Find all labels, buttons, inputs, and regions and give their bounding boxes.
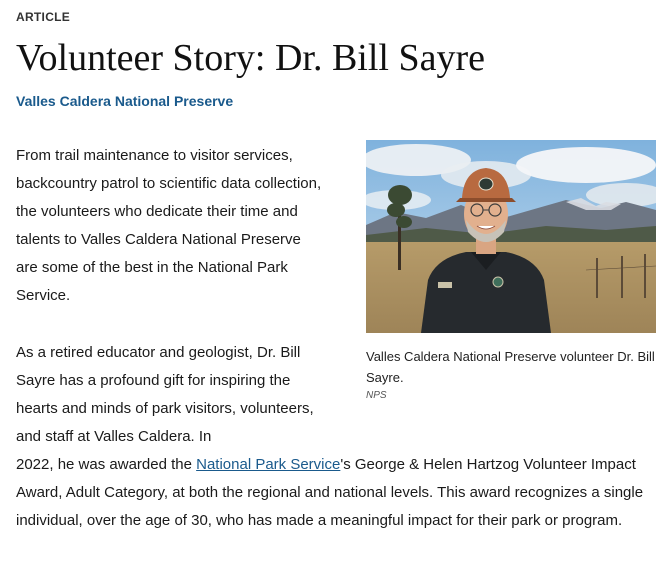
park-name-link[interactable]: Valles Caldera National Preserve — [16, 93, 234, 109]
photo-credit: NPS — [366, 390, 387, 401]
award-paragraph-rest — [16, 451, 661, 535]
photo-figure — [366, 140, 656, 401]
eyebrow-label: ARTICLE — [16, 10, 71, 24]
national-park-service-link[interactable]: National Park Service — [196, 456, 341, 473]
page-title: Volunteer Story: Dr. Bill Sayre — [16, 37, 485, 79]
photo-caption: Valles Caldera National Preserve volunteer Dr. Bill Sayre. — [366, 349, 655, 385]
award-paragraph-top: As a retired educator and geologist, Dr. Bill Sayre has a profound gift for inspiring the hearts and minds of park visitors, volunteers, and staff at Valles Caldera. In — [16, 344, 314, 445]
award-text-pre-link: 2022, he was awarded the — [16, 456, 197, 473]
intro-paragraph: From trail maintenance to visitor services, backcountry patrol to scientific data collection, the volunteers who dedicate their time and talents to Valles Caldera National Preserve are some of the best in the National Park Service. — [16, 147, 322, 304]
volunteer-photo — [366, 140, 656, 333]
award-text-post-link: 's George & Helen Hartzog Volunteer Impact Award, Adult Category, at both the regional and national levels. This award recognizes a single individual, over the age of 30, who has made a meaningful impact for their park or program. — [16, 456, 644, 529]
